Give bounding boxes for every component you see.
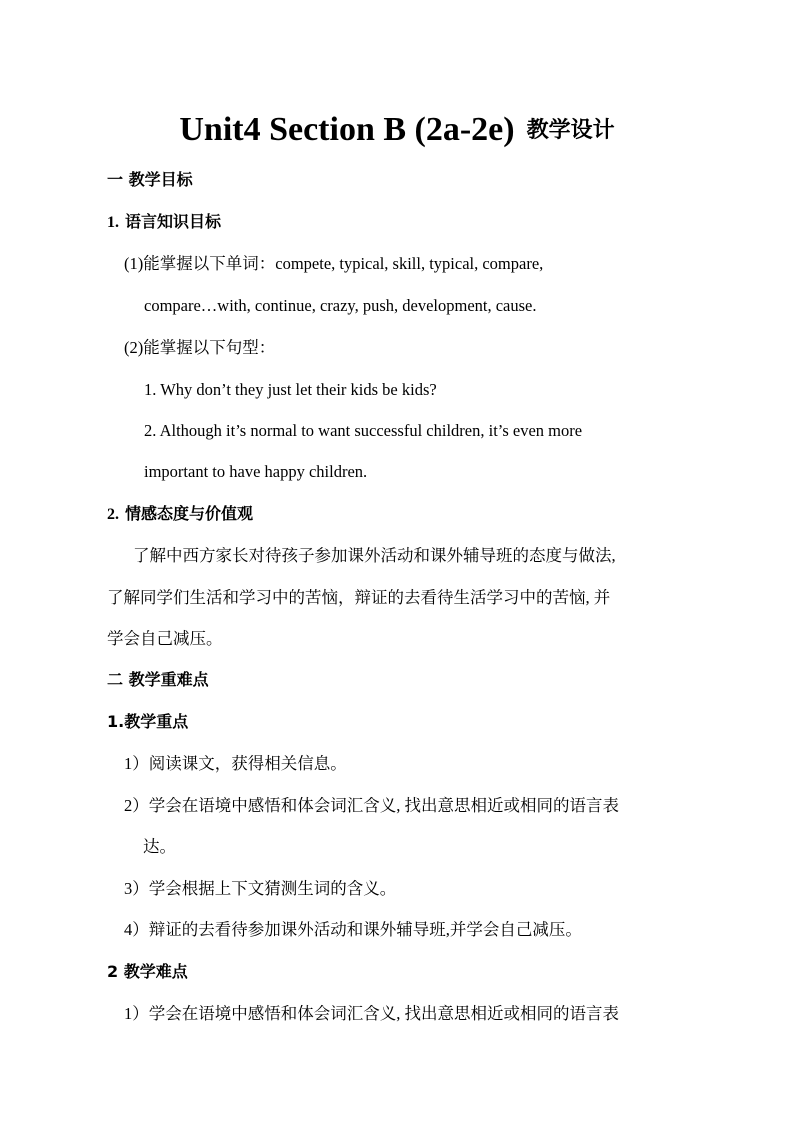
section1-heading: 一 教学目标 [107,170,193,189]
section1-sub2-title: 情感态度与价值观 [125,504,254,523]
sentence-pattern-2-line-2: important to have happy children. [144,462,368,481]
attitude-paragraph-line-1: 了解中西方家长对待孩子参加课外活动和课外辅导班的态度与做法, [133,546,616,565]
sentence-pattern-1: 1. Why don’t they just let their kids be kids? [144,380,437,399]
vocab-words: compete, typical, skill, typical, compare, [275,254,544,273]
section2-heading: 二 教学重难点 [107,670,209,689]
sentence-pattern-2-line-1: 2. Although it’s normal to want successful children, it’s even more [144,421,583,440]
section1-sub2-heading [107,503,253,526]
section1-sub1-number: 1. [107,214,119,231]
section1-sub1-heading [107,211,221,234]
key-point-2-line-2: 达。 [143,837,176,856]
section1-sub2-number: 2. [107,506,119,523]
key-point-1: 1）阅读课文，获得相关信息。 [124,754,347,773]
section1-sub1-title: 语言知识目标 [125,212,222,231]
vocab-label: (1)能掌握以下单词： [124,254,276,273]
key-point-3: 3）学会根据上下文猜测生词的含义。 [124,879,397,898]
key-point-2-line-1: 2）学会在语境中感悟和体会词汇含义, 找出意思相近或相同的语言表 [124,796,619,815]
vocab-line-2: compare…with, continue, crazy, push, development, cause. [144,296,537,315]
title-english: Unit4 Section B (2a-2e) [179,111,515,148]
attitude-paragraph-line-2: 了解同学们生活和学习中的苦恼，辩证的去看待生活学习中的苦恼, 并 [107,588,611,607]
vocab-line-1 [124,253,543,275]
difficulty-1: 1）学会在语境中感悟和体会词汇含义, 找出意思相近或相同的语言表 [124,1004,619,1023]
section2-sub1-heading: 1.教学重点 [107,712,189,731]
key-point-4: 4）辩证的去看待参加课外活动和课外辅导班,并学会自己减压。 [124,920,582,939]
document-title [0,108,794,152]
attitude-paragraph-line-3: 学会自己减压。 [107,629,223,648]
title-chinese: 教学设计 [526,118,615,143]
sentence-patterns-label: (2)能掌握以下句型： [124,338,276,357]
section2-sub2-heading: 2 教学难点 [107,962,188,981]
